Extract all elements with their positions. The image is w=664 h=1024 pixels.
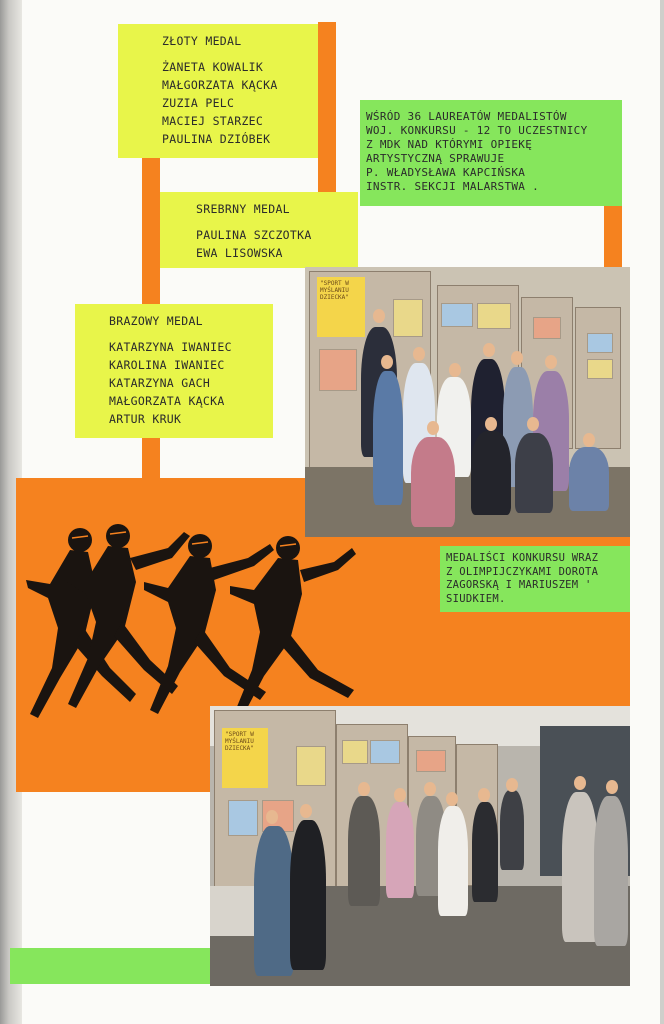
silver-name: PAULINA SZCZOTKA: [196, 228, 312, 242]
medalists-photo: [305, 267, 630, 537]
head: [511, 351, 523, 365]
drawing: [441, 303, 473, 327]
visitor-figure: [290, 820, 326, 970]
head: [506, 778, 518, 792]
info-line: INSTR. SEKCJI MALARSTWA .: [366, 180, 540, 193]
child-figure: [515, 433, 553, 513]
sport-poster: "SPORT W MYŚLANIU DZIECKA": [222, 728, 268, 788]
exhibition-photo: [210, 706, 630, 986]
bronze-name: KAROLINA IWANIEC: [109, 358, 225, 372]
visitor-figure: [348, 796, 380, 906]
drawing: [477, 303, 511, 329]
head: [485, 417, 497, 431]
head: [545, 355, 557, 369]
drawing: [533, 317, 561, 339]
green-strip: [10, 948, 210, 984]
gold-name: MAŁGORZATA KĄCKA: [162, 78, 278, 92]
bronze-medal-card: [75, 304, 273, 438]
head: [583, 433, 595, 447]
head: [574, 776, 586, 790]
info-card: [360, 100, 622, 206]
head: [300, 804, 312, 818]
caption-line: Z OLIMPIJCZYKAMI DOROTA: [446, 565, 599, 578]
head: [266, 810, 278, 824]
info-line: WŚRÓD 36 LAUREATÓW MEDALISTÓW: [366, 110, 567, 123]
head: [446, 792, 458, 806]
table: [210, 886, 260, 936]
caption-line: MEDALIŚCI KONKURSU WRAZ: [446, 552, 599, 564]
gold-name: ŻANETA KOWALIK: [162, 60, 264, 74]
drawing: [342, 740, 368, 764]
head: [381, 355, 393, 369]
drawing: [370, 740, 400, 764]
info-line: ARTYSTYCZNĄ SPRAWUJE: [366, 152, 505, 165]
head: [373, 309, 385, 323]
visitor-figure: [594, 796, 628, 946]
silver-heading: SREBRNY MEDAL: [196, 202, 290, 216]
head: [449, 363, 461, 377]
drawing: [587, 333, 613, 353]
gold-heading: ZŁOTY MEDAL: [162, 34, 242, 48]
silver-name: EWA LISOWSKA: [196, 246, 283, 260]
info-line: WOJ. KONKURSU - 12 TO UCZESTNICY: [366, 124, 588, 137]
head: [413, 347, 425, 361]
visitor-figure: [500, 790, 524, 870]
gold-name: ZUZIA PELC: [162, 96, 235, 110]
drawing: [319, 349, 357, 391]
silver-medal-card: [160, 192, 358, 268]
child-figure: [569, 447, 609, 511]
bronze-name: KATARZYNA IWANIEC: [109, 340, 232, 354]
bronze-name: ARTUR KRUK: [109, 412, 182, 426]
bronze-name: MAŁGORZATA KĄCKA: [109, 394, 225, 408]
visitor-figure: [438, 806, 468, 916]
info-line: Z MDK NAD KTÓRYMI OPIEKĘ: [366, 138, 533, 151]
gold-name: PAULINA DZIÓBEK: [162, 132, 271, 146]
caption-line: SIUDKIEM.: [446, 592, 506, 605]
visitor-figure: [472, 802, 498, 902]
caption-card: [440, 546, 630, 612]
head: [427, 421, 439, 435]
drawing: [587, 359, 613, 379]
bronze-name: KATARZYNA GACH: [109, 376, 211, 390]
orange-bar-far-right: [604, 205, 622, 267]
bronze-heading: BRAZOWY MEDAL: [109, 314, 203, 328]
head: [478, 788, 490, 802]
sport-poster: "SPORT W MYŚLANIU DZIECKA": [317, 277, 365, 337]
visitor-figure: [386, 802, 414, 898]
caption-line: ZAGORSKĄ I MARIUSZEM ': [446, 579, 592, 591]
info-line: P. WŁADYSŁAWA KAPCIŃSKA: [366, 166, 526, 179]
head: [483, 343, 495, 357]
head: [606, 780, 618, 794]
drawing: [228, 800, 258, 836]
drawing: [393, 299, 423, 337]
head: [358, 782, 370, 796]
head: [527, 417, 539, 431]
drawing: [296, 746, 326, 786]
child-figure: [411, 437, 455, 527]
page-edge: [660, 0, 664, 1024]
visitor-figure: [562, 792, 598, 942]
head: [424, 782, 436, 796]
child-figure: [471, 431, 511, 515]
visitor-figure: [254, 826, 294, 976]
orange-bar-right: [318, 22, 336, 192]
gold-medal-card: [118, 24, 318, 158]
gold-name: MACIEJ STARZEC: [162, 114, 264, 128]
head: [394, 788, 406, 802]
drawing: [416, 750, 446, 772]
child-figure: [373, 371, 403, 505]
